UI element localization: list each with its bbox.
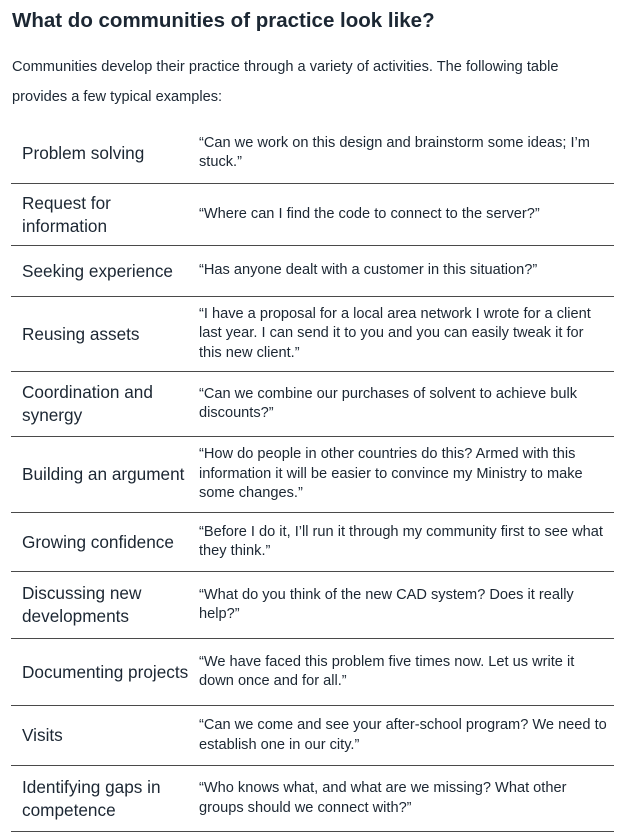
table-row: [11, 372, 614, 437]
intro-paragraph: Communities develop their practice through a variety of activities. The following table provides a few typical examples:: [12, 59, 559, 105]
example-cell: “Before I do it, I’ll run it through my community first to see what they think.”: [199, 523, 603, 559]
activity-cell: Documenting projects: [22, 661, 189, 682]
example-cell: “Where can I find the code to connect to the server?”: [199, 205, 540, 222]
example-cell: “Can we come and see your after-school program? We need to establish one in our city.”: [199, 717, 607, 753]
activity-cell: Identifying gaps in competence: [22, 776, 161, 820]
example-cell: “Can we work on this design and brainstorm some ideas; I’m stuck.”: [199, 134, 590, 170]
table-row: [11, 123, 614, 184]
activity-cell: Request for information: [22, 192, 111, 236]
table-row: [11, 706, 614, 766]
table-row: [11, 184, 614, 246]
example-cell: “Has anyone dealt with a customer in this situation?”: [199, 262, 538, 279]
example-cell: “What do you think of the new CAD system? Does it really help?”: [199, 586, 574, 622]
table-row: [11, 246, 614, 297]
activity-cell: Problem solving: [22, 142, 145, 163]
table-row: [11, 513, 614, 572]
activity-cell: Visits: [22, 725, 63, 745]
table-row: [11, 437, 614, 513]
example-cell: “We have faced this problem five times now. Let us write it down once and for all.”: [199, 653, 575, 689]
activity-cell: Discussing new developments: [22, 583, 142, 626]
table-row: [11, 639, 614, 706]
example-cell: “Can we combine our purchases of solvent to achieve bulk discounts?”: [199, 385, 578, 421]
table-row: [11, 297, 614, 372]
table-row: [11, 572, 614, 639]
table-row: [11, 766, 614, 832]
activity-cell: Coordination and synergy: [22, 382, 153, 425]
activity-cell: Building an argument: [22, 464, 185, 484]
activity-cell: Growing confidence: [22, 531, 174, 552]
section-heading: What do communities of practice look like?: [12, 9, 435, 32]
activities-table: [11, 123, 614, 832]
example-cell: “Who knows what, and what are we missing? What other groups should we connect with?”: [199, 780, 567, 816]
activity-cell: Reusing assets: [22, 323, 140, 344]
activity-cell: Seeking experience: [22, 260, 173, 281]
example-cell: “I have a proposal for a local area network I wrote for a client last year. I can send it to you and you can easily tweak it for this new client.”: [199, 305, 591, 361]
example-cell: “How do people in other countries do this? Armed with this information it will be easier to convince my Ministry to make some changes.”: [199, 446, 583, 502]
